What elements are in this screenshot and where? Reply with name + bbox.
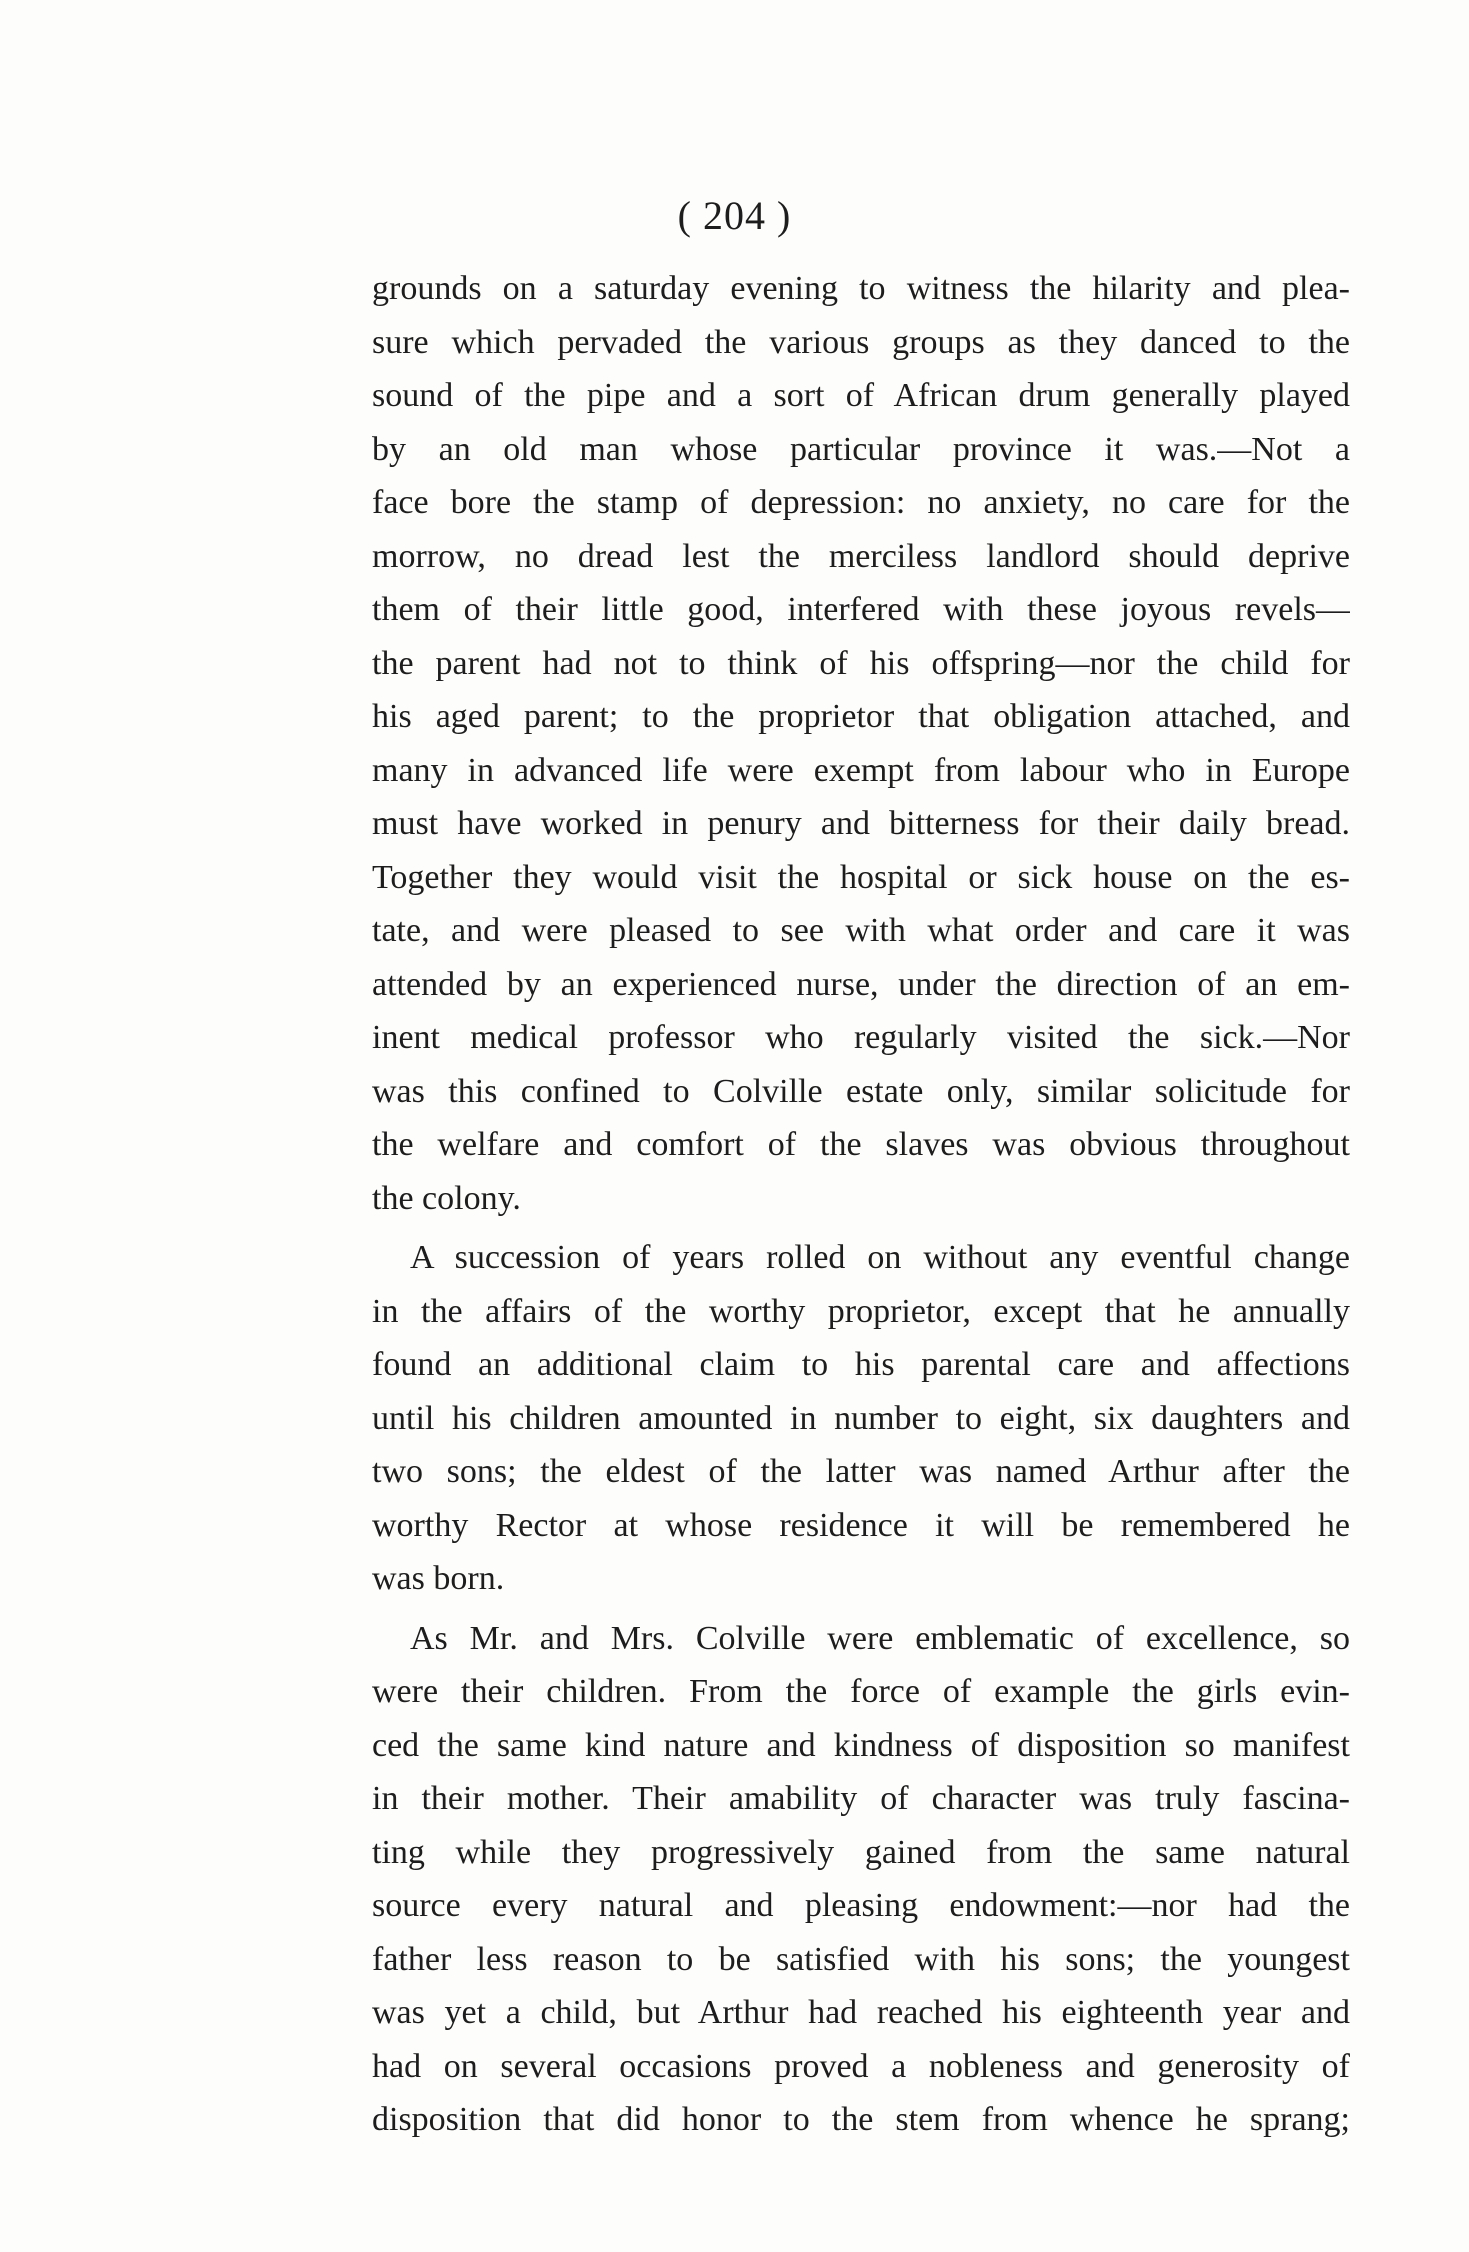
text-line: was born. [372, 1560, 505, 1597]
text-line: his aged parent; to the proprietor that obligation attached, and [372, 698, 1350, 735]
text-line: worthy Rector at whose residence it will be remembered he [372, 1506, 1350, 1544]
text-line: grounds on a saturday evening to witness the hilarity and plea- [372, 270, 1350, 307]
text-line: in their mother. Their amability of character was truly fascina- [372, 1780, 1350, 1817]
text-line: them of their little good, interfered with these joyous revels— [372, 591, 1350, 628]
text-line: As Mr. and Mrs. Colville were emblematic of excellence, so [410, 1619, 1350, 1657]
text-line: face bore the stamp of depression: no anxiety, no care for the [372, 484, 1350, 521]
text-line: disposition that did honor to the stem from whence he sprang; [372, 2101, 1350, 2138]
text-line: the welfare and comfort of the slaves was obvious throughout [372, 1126, 1350, 1163]
text-line: ting while they progressively gained from the same natural [372, 1833, 1350, 1871]
text-line: ced the same kind nature and kindness of disposition so manifest [372, 1726, 1350, 1764]
text-line: two sons; the eldest of the latter was named Arthur after the [372, 1453, 1350, 1490]
paragraph-1 [372, 262, 1350, 1225]
paragraph-3 [372, 1612, 1350, 2147]
text-line: tate, and were pleased to see with what order and care it was [372, 912, 1350, 949]
text-line: attended by an experienced nurse, under the direction of an em- [372, 965, 1350, 1003]
text-line: until his children amounted in number to eight, six daughters and [372, 1399, 1350, 1437]
text-line: the parent had not to think of his offspring—nor the child for [372, 644, 1350, 682]
text-line: source every natural and pleasing endowment:—nor had the [372, 1887, 1350, 1924]
text-line: father less reason to be satisfied with his sons; the youngest [372, 1940, 1350, 1978]
text-line: was yet a child, but Arthur had reached his eighteenth year and [372, 1994, 1350, 2031]
text-line: found an additional claim to his parental care and affections [372, 1346, 1350, 1383]
text-line: morrow, no dread lest the merciless landlord should deprive [372, 537, 1350, 575]
text-line: sure which pervaded the various groups as they danced to the [372, 323, 1350, 361]
paragraph-2 [372, 1231, 1350, 1606]
body-text [372, 262, 1350, 2147]
text-line: inent medical professor who regularly visited the sick.—Nor [372, 1019, 1350, 1056]
text-line: had on several occasions proved a nobleness and generosity of [372, 2047, 1350, 2085]
text-line: A succession of years rolled on without any eventful change [410, 1239, 1350, 1276]
text-line: was this confined to Colville estate only, similar solicitude for [372, 1072, 1350, 1110]
text-line: sound of the pipe and a sort of African drum generally played [372, 377, 1350, 414]
text-line: were their children. From the force of example the girls evin- [372, 1673, 1350, 1710]
text-line: Together they would visit the hospital or sick house on the es- [372, 858, 1350, 896]
text-line: the colony. [372, 1179, 521, 1217]
text-line: many in advanced life were exempt from labour who in Europe [372, 751, 1350, 789]
text-line: by an old man whose particular province it was.—Not a [372, 430, 1350, 468]
page-number: ( 204 ) [677, 193, 792, 238]
text-line: in the affairs of the worthy proprietor, except that he annually [372, 1292, 1350, 1330]
text-line: must have worked in penury and bitterness for their daily bread. [372, 805, 1350, 842]
